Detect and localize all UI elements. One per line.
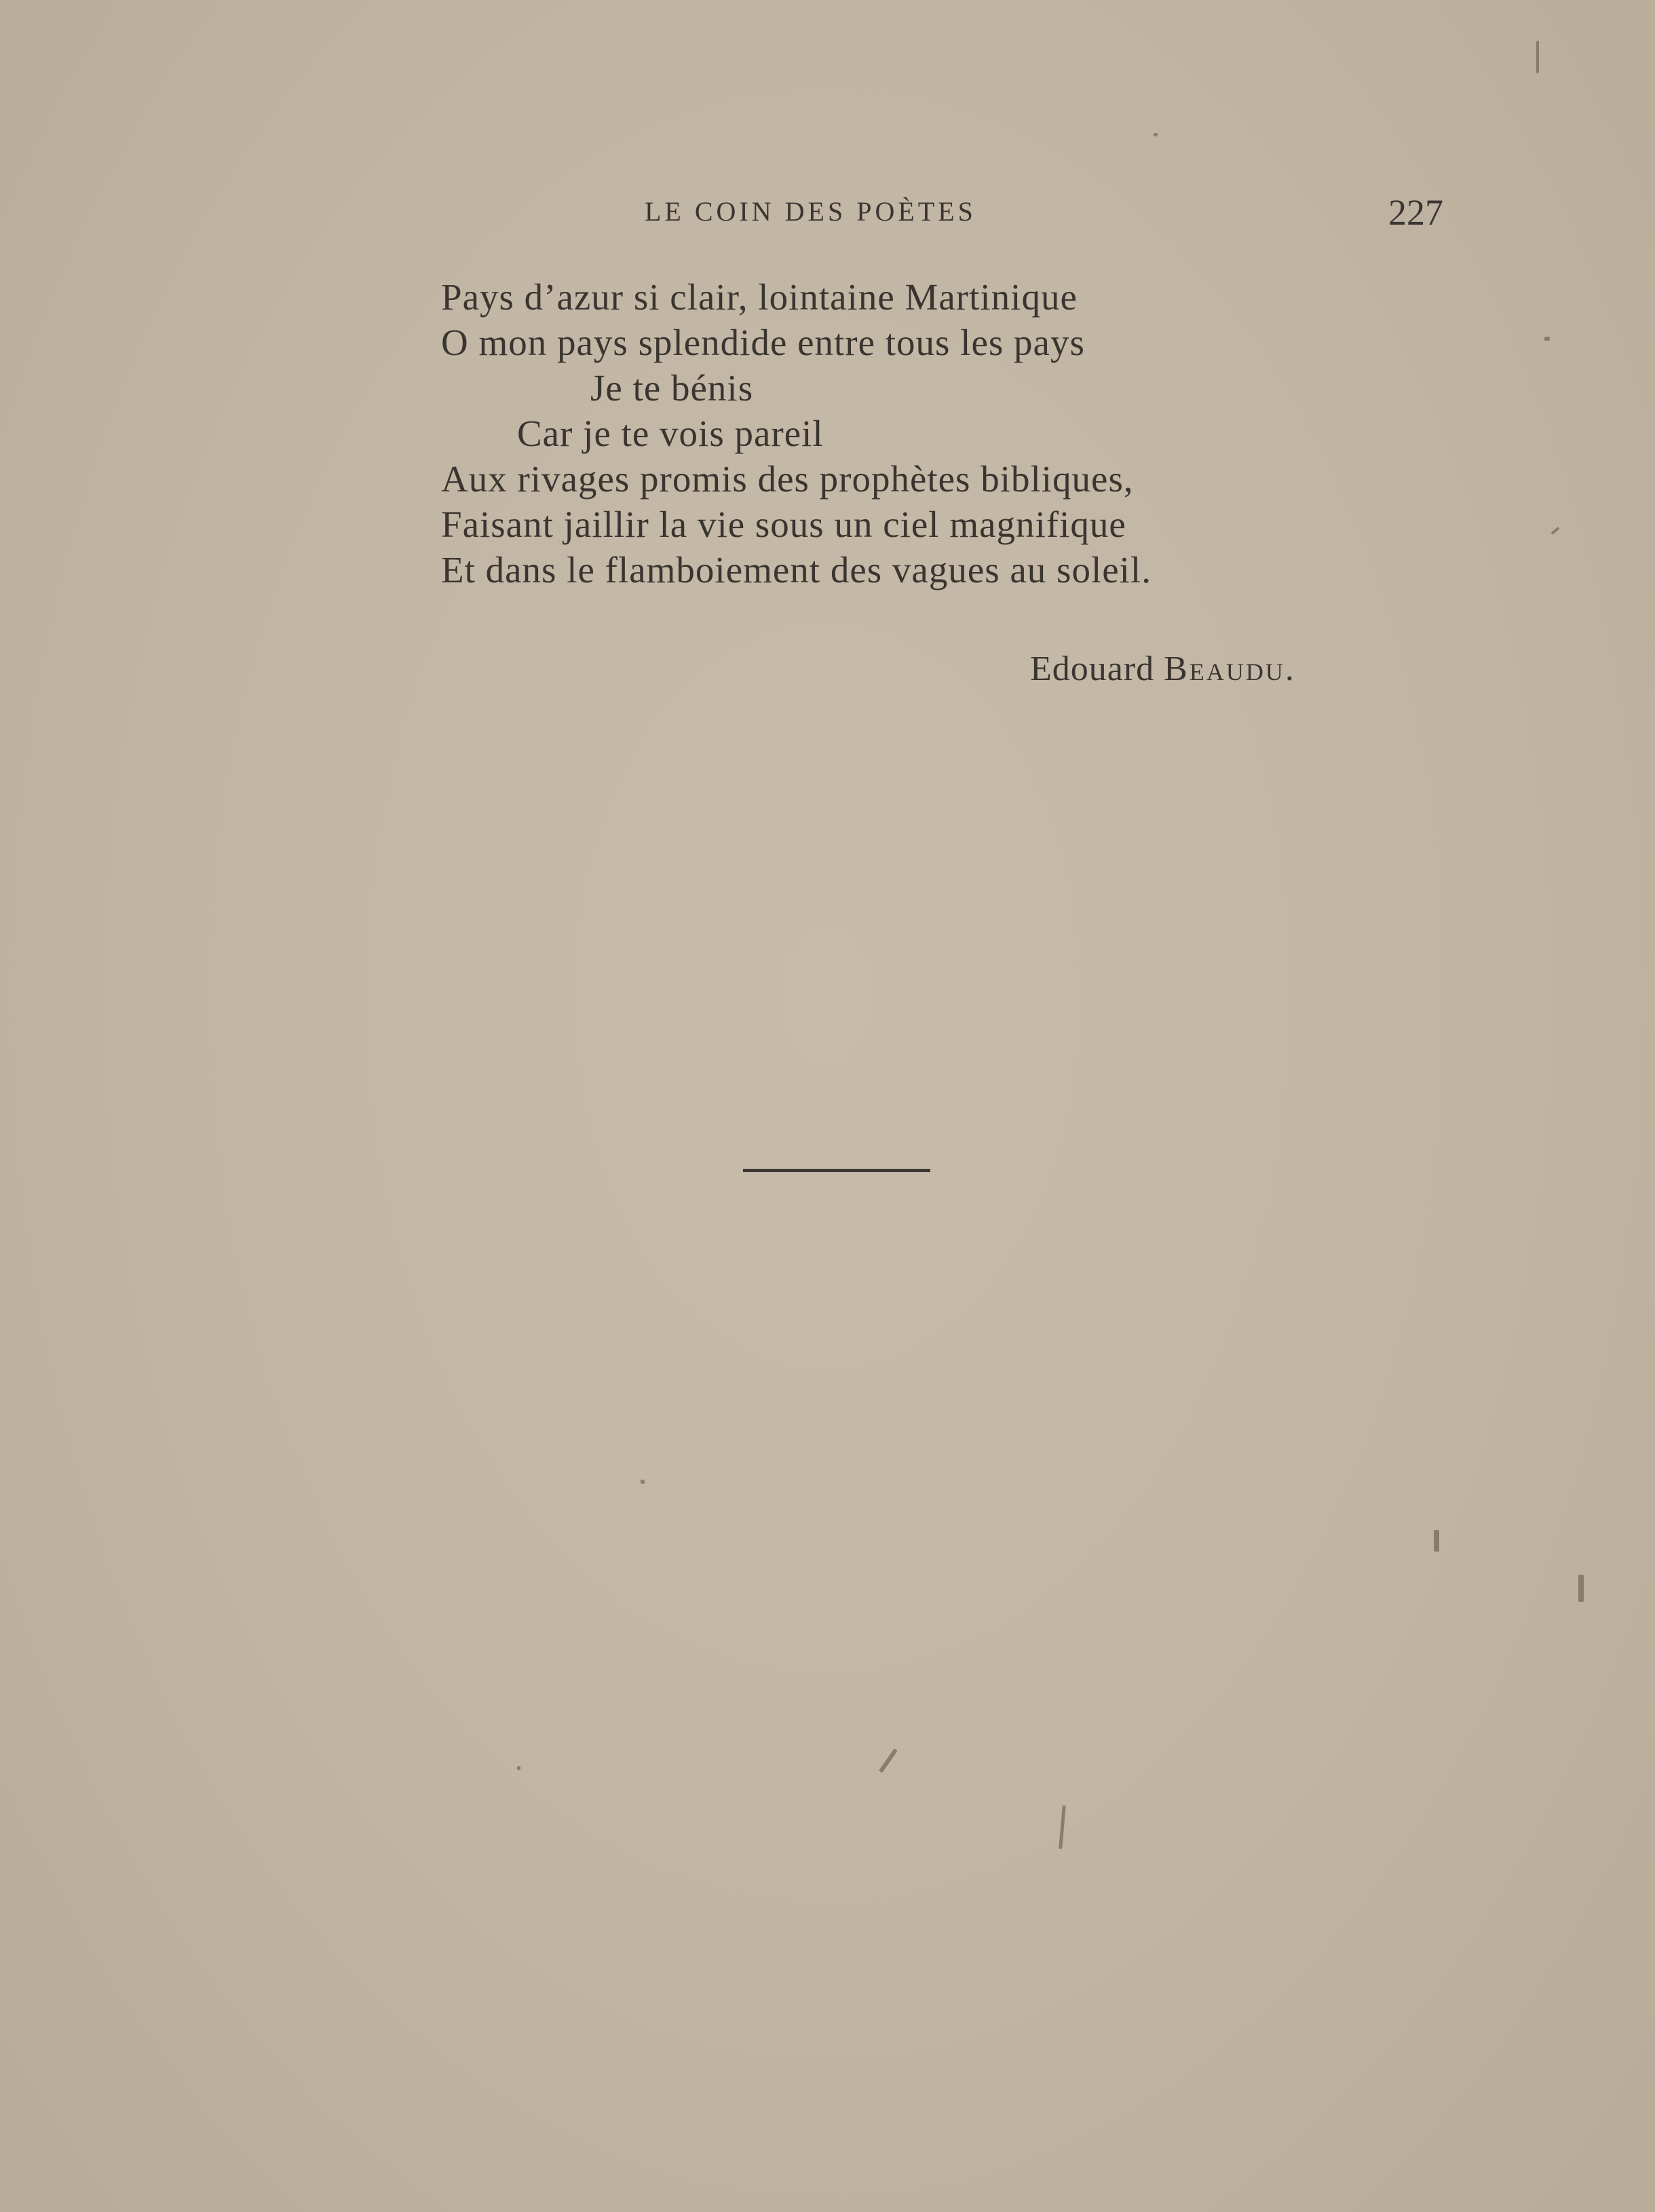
poem-line: Pays d’azur si clair, lointaine Martinique xyxy=(441,276,1078,318)
paper-speck xyxy=(1578,1575,1584,1602)
poem-line: Faisant jaillir la vie sous un ciel magnifique xyxy=(441,504,1126,545)
author-signature xyxy=(1030,649,1296,689)
paper-speck xyxy=(517,1766,520,1770)
section-divider-rule xyxy=(743,1169,930,1172)
paper-speck xyxy=(641,1480,645,1484)
poem xyxy=(441,274,1391,593)
paper-speck xyxy=(1544,337,1550,341)
paper-speck xyxy=(1154,133,1158,136)
poem-line: O mon pays splendide entre tous les pays xyxy=(441,322,1085,363)
author-given-name: Edouard xyxy=(1030,650,1155,688)
poem-line: Et dans le flamboiement des vagues au soleil. xyxy=(441,549,1152,591)
paper-speck xyxy=(1434,1530,1439,1552)
paper-speck xyxy=(1536,41,1539,73)
poem-line: Je te bénis xyxy=(590,367,754,409)
poem-line: Aux rivages promis des prophètes bibliques, xyxy=(441,458,1134,500)
paper-speck xyxy=(879,1748,898,1773)
paper-speck xyxy=(1551,527,1559,535)
poem-line: Car je te vois pareil xyxy=(517,413,824,454)
author-surname: Beaudu. xyxy=(1164,650,1296,688)
paper-speck xyxy=(1059,1805,1066,1849)
running-head: LE COIN DES POÈTES xyxy=(645,196,976,227)
page-number: 227 xyxy=(1388,192,1443,233)
